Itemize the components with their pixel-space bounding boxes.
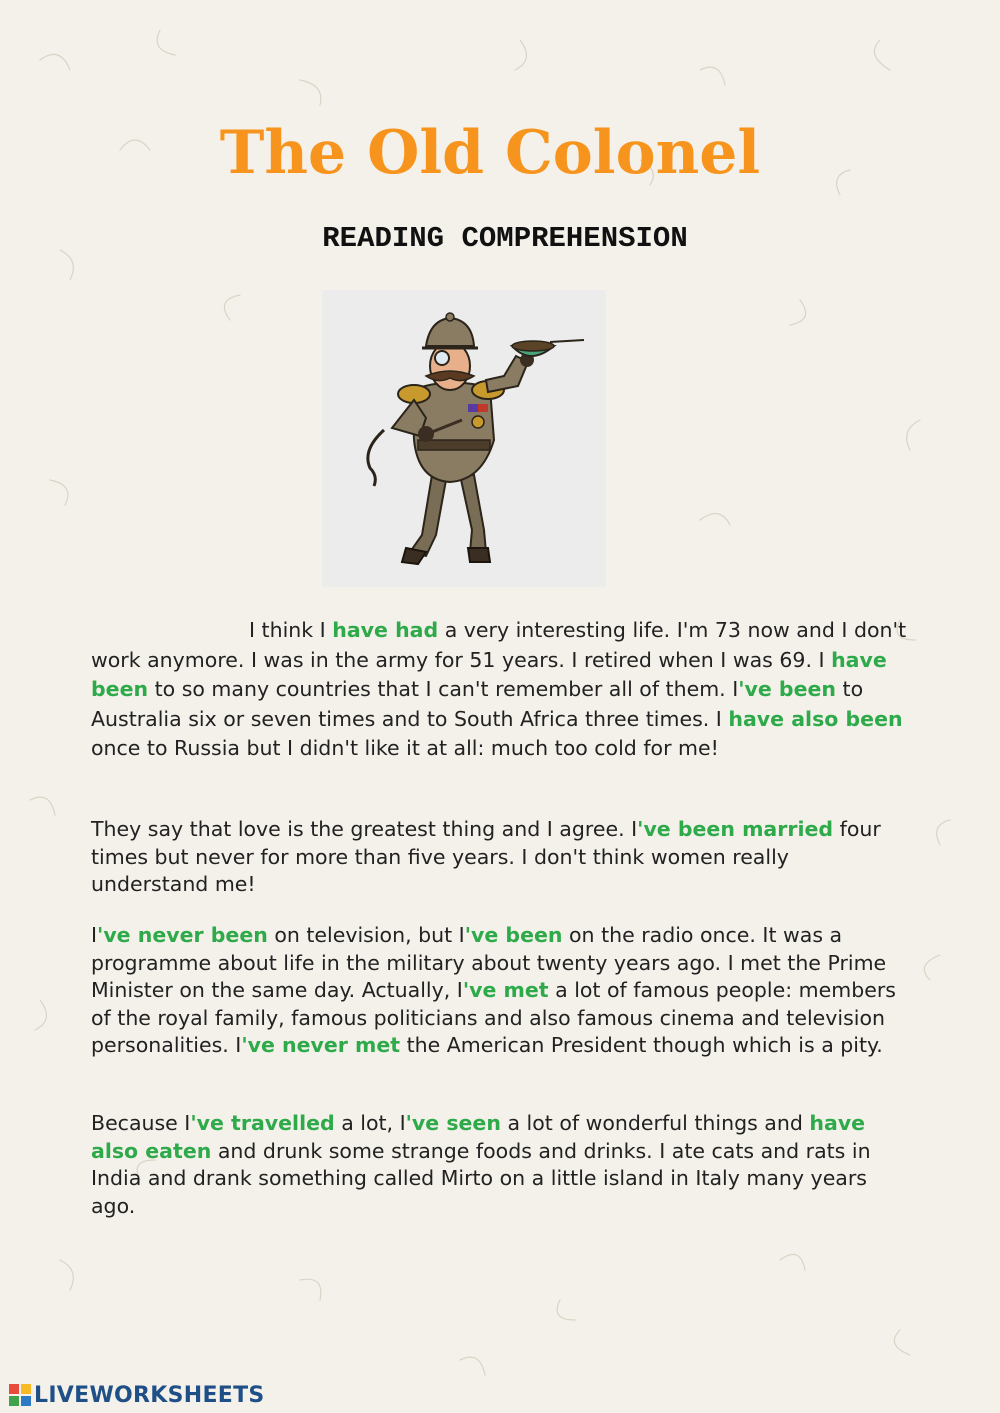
paragraph-text: Because I [91, 1111, 191, 1135]
highlighted-verb: 've never met [241, 1033, 401, 1057]
highlighted-verb: 've been married [637, 817, 834, 841]
story-paragraph-2 [91, 816, 911, 899]
paragraph-text: a lot, I [334, 1111, 406, 1135]
highlighted-verb: 've seen [405, 1111, 501, 1135]
liveworksheets-logo-icon [8, 1383, 32, 1407]
paragraph-text: and drunk some strange foods and drinks. I ate cats and rats in India and drank something called Mirto on a little island in Italy many years ago. [91, 1138, 871, 1218]
paragraph-text: I think I [249, 618, 333, 642]
page-title: The Old Colonel [219, 118, 761, 188]
paragraph-text: I [91, 923, 98, 947]
highlighted-verb: have been [91, 647, 887, 701]
paragraph-text: once to Russia but I didn't like it at all: much too cold for me! [91, 736, 719, 760]
highlighted-verb: have also been [728, 706, 903, 731]
page-subtitle: READING COMPREHENSION [322, 222, 688, 255]
paragraph-text: on television, but I [267, 923, 465, 947]
footer-logo[interactable] [8, 1382, 265, 1408]
highlighted-verb: 've been [464, 923, 563, 947]
highlighted-verb: have also eaten [91, 1111, 866, 1163]
colonel-illustration [322, 290, 606, 587]
paragraph-text: They say that love is the greatest thing and I agree. I [91, 817, 638, 841]
colonel-illustration-icon [322, 290, 606, 587]
paragraph-text: four times but never for more than five years. I don't think women really understand me! [91, 817, 881, 896]
highlighted-verb: 've been [738, 677, 837, 701]
highlighted-verb: 've met [462, 978, 549, 1002]
paragraph-text: to Australia six or seven times and to South Africa three times. I [91, 677, 864, 731]
story-paragraph-3 [91, 922, 911, 1060]
highlighted-verb: have had [332, 618, 439, 642]
logo-text: LIVEWORKSHEETS [34, 1382, 265, 1408]
highlighted-verb: 've never been [97, 923, 268, 947]
story-paragraph-4 [91, 1110, 911, 1220]
paragraph-text: to so many countries that I can't remember all of them. I [148, 677, 739, 701]
highlighted-verb: 've travelled [190, 1111, 335, 1135]
paragraph-text: a lot of famous people: members of the royal family, famous politicians and also famous cinema and television personalities. I [91, 978, 896, 1057]
paragraph-text: the American President though which is a pity. [400, 1033, 883, 1057]
paragraph-text: a lot of wonderful things and [500, 1111, 810, 1135]
story-paragraph-1 [91, 616, 911, 764]
paragraph-text: a very interesting life. I'm 73 now and I don't work anymore. I was in the army for 51 years. I retired when I was 69. I [91, 618, 907, 672]
paragraph-text: on the radio once. It was a programme about life in the military about twenty years ago. I met the Prime Minister on the same day. Actually, I [91, 923, 887, 1002]
